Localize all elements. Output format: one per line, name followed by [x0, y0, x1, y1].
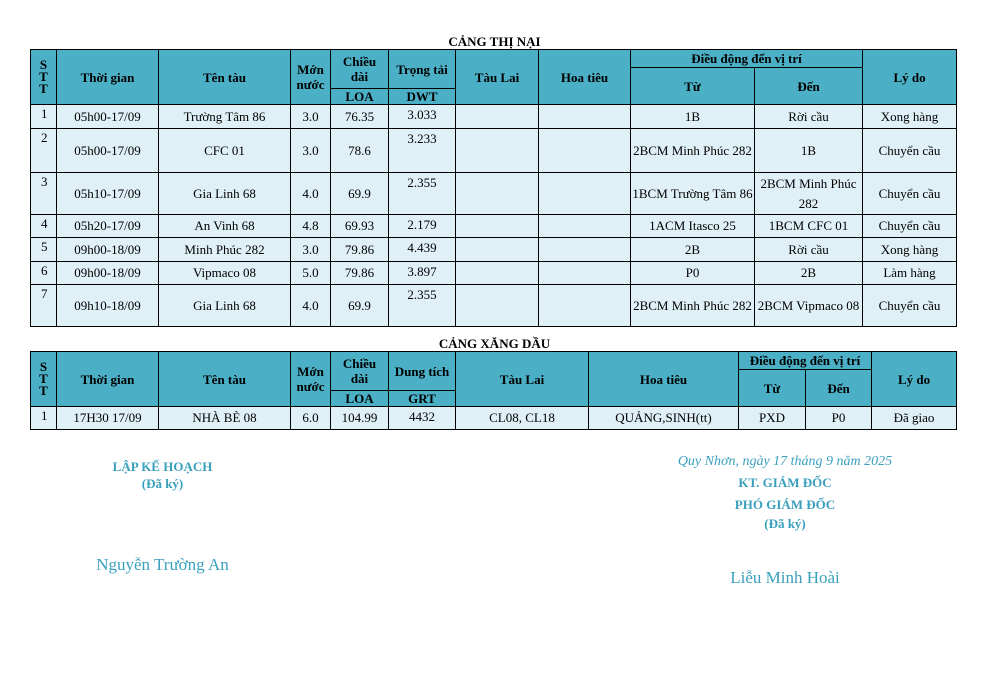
tug-header: Tàu Lai [456, 352, 589, 407]
cell-grt: 4432 [389, 407, 456, 430]
cell-stt: 2 [31, 129, 57, 173]
section1-title: CẢNG THỊ NẠI [448, 34, 541, 49]
director-name: Liễu Minh Hoài [730, 568, 840, 587]
cell-reason: Chuyển cầu [863, 129, 957, 173]
reason-header: Lý do [872, 352, 957, 407]
director-signed-status: (Đã ký) [764, 516, 806, 531]
thi-nai-rows [31, 105, 957, 327]
cell-draft: 4.0 [291, 285, 331, 327]
cell-stt: 7 [31, 285, 57, 327]
cell-from: PXD [739, 407, 806, 430]
cell-dwt: 3.897 [389, 262, 456, 285]
cell-stt: 6 [31, 262, 57, 285]
cell-from: P0 [631, 262, 755, 285]
table-row [31, 129, 957, 173]
cell-tug: CL08, CL18 [456, 407, 589, 430]
cell-time: 05h00-17/09 [57, 129, 159, 173]
stt-header: S T T [31, 352, 57, 407]
cell-time: 09h00-18/09 [57, 238, 159, 262]
xang-dau-rows [31, 407, 957, 430]
cell-ship: NHÀ BÈ 08 [159, 407, 291, 430]
cell-time: 09h10-18/09 [57, 285, 159, 327]
cell-stt: 1 [31, 105, 57, 129]
cell-pilot [539, 129, 631, 173]
cell-time: 05h20-17/09 [57, 215, 159, 238]
xang-dau-schedule-table [30, 351, 957, 430]
to-header: Đến [755, 68, 863, 105]
cell-reason: Xong hàng [863, 105, 957, 129]
cell-time: 09h00-18/09 [57, 262, 159, 285]
cell-from: 2BCM Minh Phúc 282 [631, 129, 755, 173]
cell-tug [456, 285, 539, 327]
cell-draft: 3.0 [291, 105, 331, 129]
tonnage-unit-header: DWT [389, 89, 456, 105]
stt-header: S T T [31, 50, 57, 105]
cell-to: 2B [755, 262, 863, 285]
length-header: Chiều dài [331, 50, 389, 89]
cell-loa: 78.6 [331, 129, 389, 173]
cell-tug [456, 105, 539, 129]
director-role: KT. GIÁM ĐỐC [738, 475, 832, 490]
cell-loa: 79.86 [331, 238, 389, 262]
cell-tug [456, 262, 539, 285]
ship-header: Tên tàu [159, 352, 291, 407]
cell-draft: 3.0 [291, 238, 331, 262]
cell-tug [456, 173, 539, 215]
cell-ship: CFC 01 [159, 129, 291, 173]
cell-dwt: 2.355 [389, 285, 456, 327]
cell-reason: Chuyển cầu [863, 173, 957, 215]
from-header: Từ [739, 370, 806, 407]
cell-stt: 1 [31, 407, 57, 430]
cell-pilot [539, 173, 631, 215]
table-row [31, 173, 957, 215]
table-row [31, 262, 957, 285]
cell-dwt: 4.439 [389, 238, 456, 262]
table-row [31, 238, 957, 262]
planner-signed-status: (Đã ký) [141, 476, 184, 491]
cell-reason: Chuyển cầu [863, 285, 957, 327]
length-header: Chiều dài [331, 352, 389, 391]
cell-pilot [539, 262, 631, 285]
cell-to: 2BCM Minh Phúc 282 [755, 173, 863, 215]
cell-to: 1BCM CFC 01 [755, 215, 863, 238]
capacity-header: Dung tích [389, 352, 456, 391]
planner-role: LẬP KẾ HOẠCH [112, 459, 213, 474]
cell-to: 1B [755, 129, 863, 173]
cell-time: 17H30 17/09 [57, 407, 159, 430]
cell-ship: Vipmaco 08 [159, 262, 291, 285]
cell-time: 05h00-17/09 [57, 105, 159, 129]
draft-header: Mớn nước [291, 352, 331, 407]
cell-draft: 5.0 [291, 262, 331, 285]
cell-dwt: 2.355 [389, 173, 456, 215]
cell-to: Rời cầu [755, 105, 863, 129]
cell-draft: 3.0 [291, 129, 331, 173]
cell-ship: Trường Tâm 86 [159, 105, 291, 129]
cell-from: 1BCM Trường Tâm 86 [631, 173, 755, 215]
length-unit-header: LOA [331, 391, 389, 407]
cell-dwt: 2.179 [389, 215, 456, 238]
cell-ship: Gia Linh 68 [159, 173, 291, 215]
deputy-director-role: PHÓ GIÁM ĐỐC [734, 497, 836, 512]
cell-loa: 69.9 [331, 285, 389, 327]
pilot-header: Hoa tiêu [539, 50, 631, 105]
tug-header: Tàu Lai [456, 50, 539, 105]
section2-title: CẢNG XĂNG DẦU [438, 336, 551, 351]
director-signature-block [650, 452, 920, 532]
cell-pilot [539, 285, 631, 327]
pilot-header: Hoa tiêu [589, 352, 739, 407]
cell-stt: 5 [31, 238, 57, 262]
reason-header: Lý do [863, 50, 957, 105]
cell-pilot [539, 215, 631, 238]
capacity-unit-header: GRT [389, 391, 456, 407]
thi-nai-schedule-table [30, 49, 957, 327]
movement-header: Điều động đến vị trí [739, 352, 872, 370]
cell-to: P0 [806, 407, 872, 430]
to-header: Đến [806, 370, 872, 407]
cell-draft: 4.8 [291, 215, 331, 238]
cell-tug [456, 129, 539, 173]
cell-pilot: QUẢNG,SINH(tt) [589, 407, 739, 430]
cell-reason: Làm hàng [863, 262, 957, 285]
time-header: Thời gian [57, 352, 159, 407]
cell-tug [456, 215, 539, 238]
cell-to: Rời cầu [755, 238, 863, 262]
draft-header: Mớn nước [291, 50, 331, 105]
cell-ship: An Vinh 68 [159, 215, 291, 238]
cell-reason: Xong hàng [863, 238, 957, 262]
cell-time: 05h10-17/09 [57, 173, 159, 215]
cell-loa: 76.35 [331, 105, 389, 129]
cell-from: 2BCM Minh Phúc 282 [631, 285, 755, 327]
cell-stt: 4 [31, 215, 57, 238]
cell-stt: 3 [31, 173, 57, 215]
table-row [31, 105, 957, 129]
cell-ship: Gia Linh 68 [159, 285, 291, 327]
cell-reason: Đã giao [872, 407, 957, 430]
planner-name: Nguyễn Trường An [96, 555, 229, 574]
table-row [31, 285, 957, 327]
planner-signature-block [90, 457, 235, 491]
cell-dwt: 3.233 [389, 129, 456, 173]
cell-draft: 6.0 [291, 407, 331, 430]
cell-dwt: 3.033 [389, 105, 456, 129]
table-row [31, 407, 957, 430]
cell-ship: Minh Phúc 282 [159, 238, 291, 262]
date-line: Quy Nhơn, ngày 17 tháng 9 năm 2025 [677, 454, 893, 469]
cell-reason: Chuyển cầu [863, 215, 957, 238]
cell-loa: 69.93 [331, 215, 389, 238]
cell-pilot [539, 238, 631, 262]
from-header: Từ [631, 68, 755, 105]
cell-from: 1B [631, 105, 755, 129]
table-row [31, 215, 957, 238]
time-header: Thời gian [57, 50, 159, 105]
length-unit-header: LOA [331, 89, 389, 105]
tonnage-header: Trọng tải [389, 50, 456, 89]
cell-draft: 4.0 [291, 173, 331, 215]
cell-pilot [539, 105, 631, 129]
cell-to: 2BCM Vipmaco 08 [755, 285, 863, 327]
ship-header: Tên tàu [159, 50, 291, 105]
cell-loa: 69.9 [331, 173, 389, 215]
cell-loa: 104.99 [331, 407, 389, 430]
cell-from: 1ACM Itasco 25 [631, 215, 755, 238]
cell-loa: 79.86 [331, 262, 389, 285]
cell-from: 2B [631, 238, 755, 262]
movement-header: Điều động đến vị trí [631, 50, 863, 68]
cell-tug [456, 238, 539, 262]
